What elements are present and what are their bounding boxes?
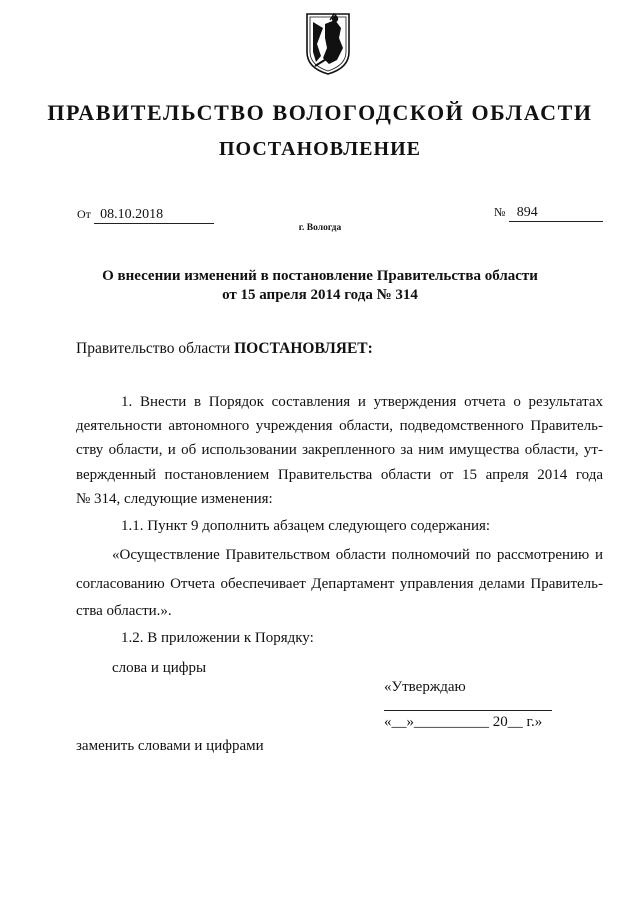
number-label: №: [494, 205, 506, 219]
item1-line-4: вержденный постановлением Правительства области от 15 апреля 2014 года: [76, 467, 603, 483]
preamble-text: Правительство области: [76, 340, 231, 357]
date-label: От: [77, 207, 91, 221]
replace-with-text: заменить словами и цифрами: [76, 738, 264, 754]
organization-title: ПРАВИТЕЛЬСТВО ВОЛОГОДСКОЙ ОБЛАСТИ: [47, 100, 593, 125]
preamble-decree-word: ПОСТАНОВЛЯЕТ:: [234, 340, 373, 357]
item1-line-3: ству области, и об использовании закрепленного за ним имущества области, ут-: [76, 442, 603, 458]
item1-line-1: 1. Внести в Порядок составления и утверждения отчета о результатах: [121, 394, 603, 410]
approval-date-blank: «__»__________ 20__ г.»: [384, 714, 543, 730]
document-type-title: ПОСТАНОВЛЕНИЕ: [219, 138, 421, 160]
quote-line-1: «Осуществление Правительством области полномочий по рассмотрению и: [112, 547, 603, 563]
item1-line-2: деятельности автономного учреждения области, подведомственного Правитель-: [76, 418, 603, 434]
item1-2: 1.2. В приложении к Порядку:: [121, 630, 314, 646]
city-label: г. Вологда: [298, 223, 342, 233]
date-value: 08.10.2018: [94, 207, 214, 224]
approval-label: «Утверждаю: [384, 679, 466, 695]
date-row: [77, 206, 214, 224]
quote-line-3: ства области.».: [76, 603, 172, 619]
quote-line-2: согласованию Отчета обеспечивает Департамент управления делами Правитель-: [76, 576, 603, 592]
subject-line-2: от 15 апреля 2014 года № 314: [222, 287, 418, 303]
words-and-figures: слова и цифры: [112, 660, 207, 676]
preamble: [76, 340, 373, 358]
number-row: [494, 204, 603, 222]
item1-line-5: № 314, следующие изменения:: [76, 491, 273, 507]
subject-line-1: О внесении изменений в постановление Правительства области: [102, 268, 538, 284]
number-value: 894: [509, 205, 603, 222]
signature-line: [384, 710, 552, 711]
item1-1: 1.1. Пункт 9 дополнить абзацем следующего содержания:: [121, 518, 491, 534]
coat-of-arms-emblem: [303, 8, 353, 76]
document-subject: [0, 267, 640, 305]
